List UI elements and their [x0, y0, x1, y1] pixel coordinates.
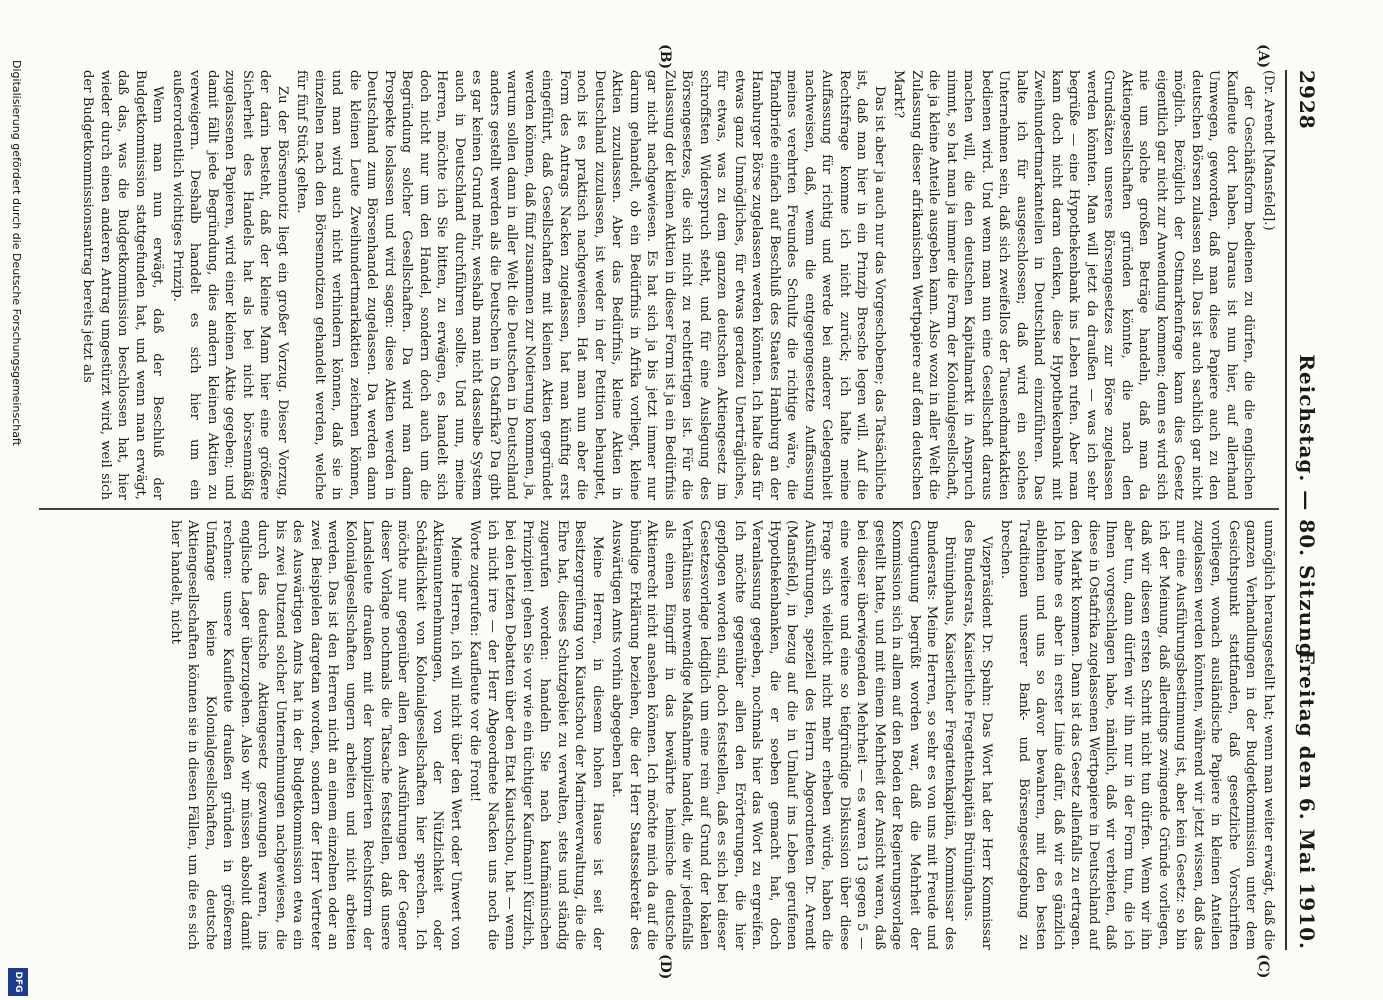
right-column [37, 520, 1277, 950]
dfg-logo: DFG [8, 968, 28, 996]
left-paragraph: Zu der Börsennotiz liegt ein großer Vorzug. Dieser Vorzug, der darin besteht, daß der kleine Mann hier eine größere Sicherheit des Handels hat als bei nicht börsenmäßig zugelassenen Papieren, wird einer kleinen Aktie gegeben; und damit fällt jede Begründung, dies andern kleinen Aktien zu verweigern. Deshalb handelt es sich hier um ein außerordentlich wichtiges Prinzip. [170, 70, 290, 500]
session-title: Reichstag. — 80. Sitzung. [1295, 354, 1319, 666]
left-paragraph: Wenn man nun erwägt, daß der Beschluß der Budgetkommission stattgefunden hat, und wenn man erwägt, daß das, was die Budgetkommission beschlossen hat, hier wieder durch einen anderen Antrag umgestürzt wird, weil sich der Budgetkommissionsantrag bereits jetzt als [80, 70, 166, 500]
margin-mark-d: (D) [657, 954, 673, 980]
column-divider [39, 508, 1279, 510]
margin-mark-a: (A) [1255, 44, 1271, 69]
right-paragraph: Vizepräsident Dr. Spahn: Das Wort hat der Herr Kommissar des Bundesrats, Kaiserliche Fregattenkapitän Brüninghaus. [961, 520, 994, 950]
left-paragraph: Das ist aber ja auch nur das Vorgeschobene; das Tatsächliche ist, daß man hier in ein Prinzip Bresche legen will. Auf die Rechtsfrage komme ich nicht zurück; ich halte meine Auffassung für richtig und werde bei anderer Gelegenheit nachweisen, daß, wenn die entgegengesetzte Auffassung meines verehrten Freundes Schultz die richtige wäre, die Pfandbriefe einfach auf Beschluß des Staates Hamburg an der Hamburger Börse zugelassen werden könnten. Ich halte das für etwas ganz Unmögliches, für etwas geradezu Unerträgliches, für etwas, was zu dem ganzen deutschen Aktiengesetz im schroffsten Widerspruch steht, und für eine Auslegung des Börsengesetzes, die sich nicht zu rechtfertigen ist. Für die Zulassung der kleinen Aktien in dieser Form ist ja ein Bedürfnis gar nicht nachgewiesen. Es hat sich ja bis jetzt immer nur darum gehandelt, ob ein Bedürfnis in Afrika vorliegt, kleine Aktien zuzulassen. Aber das Bedürfnis, kleine Aktien in Deutschland zuzulassen, ist weder in der Petition behauptet, noch ist es praktisch nachgewiesen. Hat man nun aber die Form des Antrags Nacken zugelassen, hat man künftig erst eingeführt, daß Gesellschaften mit kleinen Aktien gegründet werden können, daß fünf zusammen zur Notierung kommen, ja, warum sollen dann in aller Welt die Deutschen in Deutschland anders gestellt werden als die Deutschen in Ostafrika? Da gibt es gar keinen Grund mehr, weshalb man nicht dasselbe System auch in Deutschland durchführen sollte. Und nun, meine Herren, möchte ich Sie bitten, zu erwägen, es handelt sich doch nicht nur um den Handel, sondern doch auch um die Begründung solcher Gesellschaften. Da wird man dann Prospekte loslassen und wird sagen: diese Aktien werden in Deutschland zum Börsenhandel zugelassen. Da werden dann die kleinen Leute Zweihundertmarkaktien zeichnen können, und man wird auch nicht verhindern können, daß sie in einzelnen nach den Börsennotizen gehandelt werden, welche für fünf Stück gelten. [294, 70, 887, 500]
right-paragraph: Meine Herren, in diesem hohen Hause ist seit der Besitzergreifung von Kiautschou der Marineverwaltung, die die Ehre hat, dieses Schutzgebiet zu verwalten, stets und ständig zugerufen worden: handeln Sie nach kaufmännischen Prinzipien! gehen Sie vor wie ein tüchtiger Kaufmann! Kürzlich, bei den letzten Debatten über den Etat Kiautschou, hat — wenn ich nicht irre — der Herr Abgeordnete Nacken uns noch die Worte zugerufen: Kaufleute vor die Front! [467, 520, 605, 950]
session-date: Freitag den 6. Mai 1910. [1295, 649, 1319, 950]
left-paragraph: der Geschäftsform bedienen zu dürfen, die die englischen Kaufleute dort haben. Daraus ist nun hier, auf allerhand Umwegen, geworden, daß man diese Papiere auch zu den deutschen Börsen zulassen soll. Das ist auch sachlich gar nicht möglich. Bezüglich der Ostmarkenfrage kann dies Gesetz eigentlich gar nicht zur Anwendung kommen; denn es wird sich nie um solche großen Beträge handeln, daß man da Aktiengesellschaften gründen könnte, die nach den Grundsätzen unseres Börsengesetzes zur Börse zugelassen werden könnten. Man will jetzt da draußen — was ich sehr begrüße — eine Hypothekenbank ins Leben rufen. Aber man kann doch nicht daran denken, diese Hypothekenbank mit Zweihundertmarkanteilen in Deutschland einzuführen. Das halte ich für ausgeschlossen; daß wird ein solches Unternehmen sein, daß sich zweifellos der Tausendmarkaktien bedienen wird. Und wenn man nun eine Gesellschaft daraus machen will, die den deutschen Kapitalmarkt in Anspruch nimmt, so hat man ja immer die Form der Kolonialgesellschaft, die ja kleine Anteile ausgeben kann. Also wozu in aller Welt die Zulassung dieser afrikanischen Wertpapiere auf dem deutschen Markt? [891, 70, 1257, 500]
right-paragraph: unmöglich herausgestellt hat; wenn man weiter erwägt, daß die ganzen Verhandlungen in der Budgetkommission unter dem Gesichtspunkt stattfanden, daß gesetzliche Vorschriften vorliegen, wonach ausländische Papiere in kleinen Anteilen zugelassen werden könnten, während wir jetzt wissen, daß das nur eine Ausführungsbestimmung ist, aber kein Gesetz: so bin ich der Meinung, daß allerdings zwingende Gründe vorliegen, daß wir diesen ersten Schritt nicht tun dürfen. Wenn wir ihn aber tun, dann dürfen wir ihn nur in der Form tun, die ich Ihnen vorgeschlagen habe, nämlich, daß wir verbieten, daß diese in Ostafrika zugelassenen Wertpapiere in Deutschland auf den Markt kommen. Dann ist das Gesetz allenfalls zu ertragen. Ich lehne es aber in erster Linie dafür, daß wir es gänzlich ablehnen und uns so davor bewahren, mit den besten Traditionen unserer Bank- und Börsengesetzgebung zu brechen. [998, 520, 1276, 950]
page-header [1289, 70, 1319, 950]
header-rule [1285, 70, 1287, 950]
speaker-prefix: (Dr. Arendt [Mansfeld].) [1261, 70, 1276, 231]
margin-mark-c: (C) [1255, 954, 1271, 979]
margin-mark-b: (B) [657, 44, 673, 70]
right-paragraph: Brüninghaus, Kaiserlicher Fregattenkapitän, Kommissar des Bundesrats: Meine Herren, so sehr es von uns mit Freude und Genugtuung begrüßt worden war, daß die Mehrheit der Kommission sich in allem auf den Boden der Regierungsvorlage gestellt hatte, und mit einem Mehrheit der Ansicht waren, daß bei dieser überwiegenden Mehrheit — es waren 13 gegen 5 — eine weitere und eine so tiefgründige Diskussion über diese Frage sich vielleicht nicht mehr erheben würde, haben die Ausführungen, speziell des Herrn Abgeordneten Dr. Arendt (Mansfeld), in bezug auf die in Umlauf ins Leben gerufenen Hypothekenbanken, die er soeben gemacht hat, doch Veranlassung gegeben, nochmals hier das Wort zu ergreifen. Ich möchte gegenüber allen den Erörterungen, die hier gepflogen worden sind, doch feststellen, daß es sich bei dieser Gesetzesvorlage lediglich um eine rein auf Grund der lokalen Verhältnisse notwendige Maßnahme handelt, die wir jedenfalls als einen Eingriff in das bewährte heimische deutsche Aktienrecht nicht ansehen können. Ich möchte mich da auf die bündige Erklärung beziehen, die der Herr Staatssekretär des Auswärtigen Amts vorhin abgegeben hat. [609, 520, 957, 950]
right-paragraph: Meine Herren, ich will nicht über den Wert oder Unwert von Aktienunternehmungen, von der Nützlichkeit oder Schädlichkeit von Kolonialgesellschaften hier sprechen. Ich möchte nur gegenüber allen den Ausführungen der Gegner dieser Vorlage nochmals die Tatsache feststellen, daß unsere Landsleute draußen mit der komplizierten Rechtsform der Kolonialgesellschaften ungern arbeiten und nicht arbeiten werden. Das ist den Herren nicht an einem einzelnen oder an zwei Beispielen dargetan worden, sondern der Herr Vertreter des Auswärtigen Amts hat in der Budgetkommission etwa ein bis zwei Dutzend solcher Unternehmungen nachgewiesen, die durch das deutsche Aktiengesetz gezwungen waren, ins englische Lager überzugehen. Also wir müssen absolut damit rechnen: unsere Kaufleute draußen gründen in größerem Umfange keine Kolonialgesellschaften, deutsche Aktiengesellschaften können sie in diesen Fällen, um die es sich hier handelt, nicht [168, 520, 463, 950]
page-number: 2928 [1295, 70, 1319, 130]
digitization-note: Digitalisierung gefördert durch die Deutsche Forschungsgemeinschaft [10, 60, 23, 446]
left-column [37, 70, 1277, 500]
